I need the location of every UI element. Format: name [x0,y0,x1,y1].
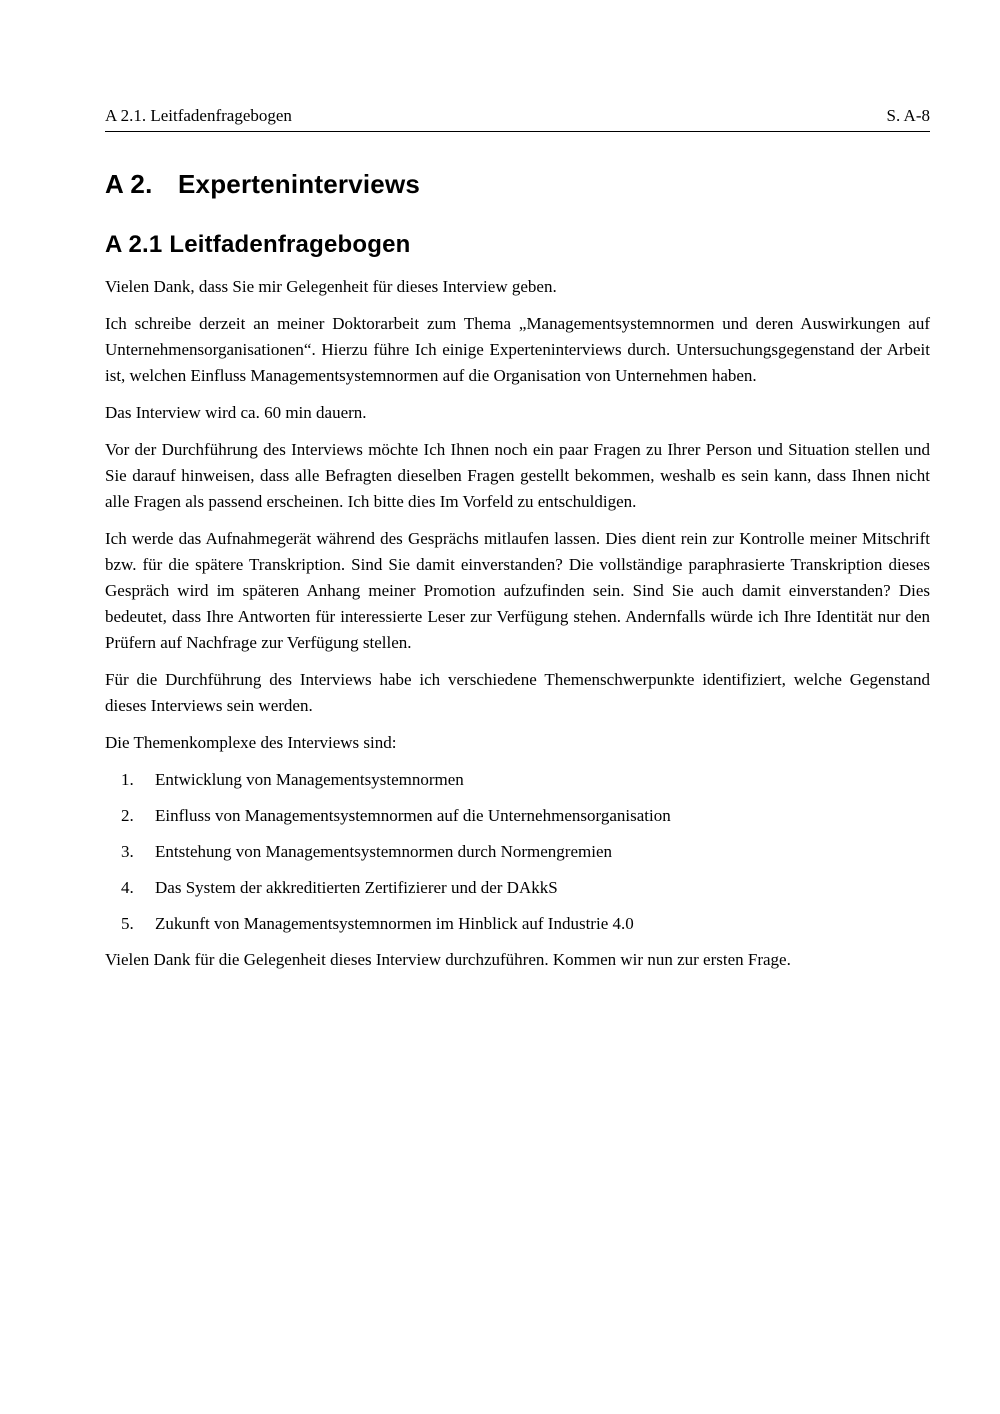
list-item [105,911,930,937]
paragraph-doctoral-thesis: Ich schreibe derzeit an meiner Doktorarbeit zum Thema „Managementsystemnormen und deren Auswirkungen auf Unternehmensorganisationen“. Hierzu führe Ich einige Experteninterviews durch. Untersuchungsgegenstand der Arbeit ist, welchen Einfluss Managementsystemnormen auf die Organisation von Unternehmen haben. [105,314,930,385]
list-item [105,875,930,901]
subsection-heading: A 2.1 Leitfadenfragebogen [105,231,411,258]
paragraph-preliminary-questions: Vor der Durchführung des Interviews möchte Ich Ihnen noch ein paar Fragen zu Ihrer Person und Situation stellen und Sie darauf hinweisen, dass alle Befragten dieselben Fragen gestellt bekommen, weshalb es sein kann, dass Ihnen nicht alle Fragen als passend erscheinen. Ich bitte dies Im Vorfeld zu entschuldigen. [105,440,930,511]
list-item-number: 1. [121,770,134,789]
paragraph-duration: Das Interview wird ca. 60 min dauern. [105,403,367,422]
section-title: Experteninterviews [178,169,421,199]
header-section-title: A 2.1. Leitfadenfragebogen [105,106,292,125]
topics-list [105,767,930,937]
list-item-text: Das System der akkreditierten Zertifizierer und der DAkkS [155,878,558,897]
header-page-number: S. A-8 [886,106,930,125]
section-number: A 2. [105,169,153,199]
list-item-number: 5. [121,914,134,933]
list-item-number: 4. [121,878,134,897]
list-item-number: 2. [121,806,134,825]
list-item [105,839,930,865]
paragraph-thanks: Vielen Dank, dass Sie mir Gelegenheit für dieses Interview geben. [105,277,557,296]
list-item [105,767,930,793]
list-item-text: Entstehung von Managementsystemnormen durch Normengremien [155,842,612,861]
closing-paragraph: Vielen Dank für die Gelegenheit dieses Interview durchzuführen. Kommen wir nun zur ersten Frage. [105,950,791,969]
list-item-text: Entwicklung von Managementsystemnormen [155,770,464,789]
paragraph-list-intro: Die Themenkomplexe des Interviews sind: [105,733,397,752]
paragraph-topic-focus: Für die Durchführung des Interviews habe ich verschiedene Themenschwerpunkte identifiziert, welche Gegenstand dieses Interviews sein werden. [105,670,930,715]
list-item [105,803,930,829]
list-item-text: Einfluss von Managementsystemnormen auf die Unternehmensorganisation [155,806,671,825]
section-heading [105,169,930,200]
list-item-number: 3. [121,842,134,861]
list-item-text: Zukunft von Managementsystemnormen im Hinblick auf Industrie 4.0 [155,914,634,933]
paragraph-recording-consent: Ich werde das Aufnahmegerät während des Gesprächs mitlaufen lassen. Dies dient rein zur Kontrolle meiner Mitschrift bzw. für die spätere Transkription. Sind Sie damit einverstanden? Die vollständige paraphrasierte Transkription dieses Gespräch wird im späteren Anhang meiner Promotion aufzufinden sein. Sind Sie auch damit einverstanden? Dies bedeutet, dass Ihre Antworten für interessierte Leser zur Verfügung stehen. Andernfalls würde ich Ihre Identität nur den Prüfern auf Nachfrage zur Verfügung stellen. [105,529,930,652]
page-header [105,106,930,132]
